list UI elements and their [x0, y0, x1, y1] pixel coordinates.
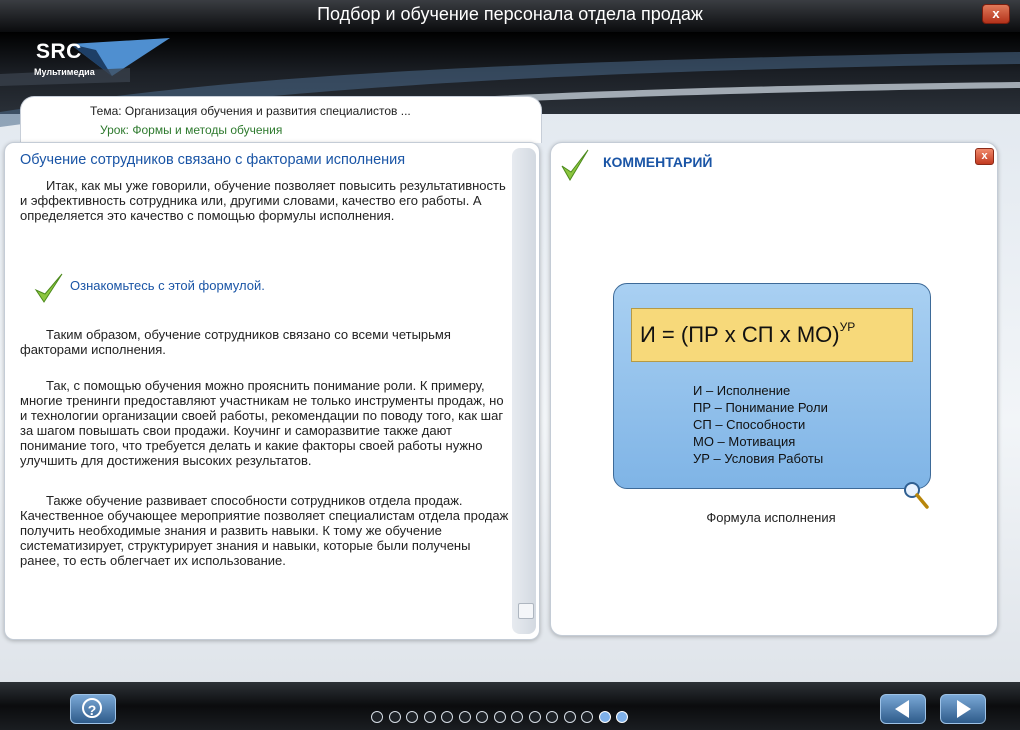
lesson-content — [20, 152, 512, 568]
logo-wing-icon — [0, 36, 170, 86]
checkmark-icon — [34, 272, 64, 304]
comment-close-button[interactable]: x — [975, 148, 994, 165]
page-dot-11[interactable] — [546, 711, 558, 723]
breadcrumb-lesson: Урок: Формы и методы обучения — [100, 123, 283, 137]
page-dot-10[interactable] — [529, 711, 541, 723]
legend-item: И – Исполнение — [693, 383, 791, 398]
help-icon: ? — [82, 698, 102, 718]
page-dot-15[interactable] — [616, 711, 628, 723]
arrow-right-icon — [941, 695, 985, 723]
formula-main: И = (ПР x СП x МО) — [640, 322, 840, 347]
page-dot-9[interactable] — [511, 711, 523, 723]
comment-checkmark-icon — [560, 148, 590, 182]
lesson-paragraph-2: Таким образом, обучение сотрудников связано со всеми четырьмя факторами исполнения. — [20, 327, 451, 357]
arrow-left-icon — [881, 695, 925, 723]
page-dot-1[interactable] — [371, 711, 383, 723]
logo-text: SRC — [36, 40, 82, 63]
magnifier-icon[interactable] — [902, 480, 930, 510]
lesson-scrollbar[interactable] — [512, 148, 536, 634]
window-close-button[interactable]: x — [982, 4, 1010, 24]
next-page-button[interactable] — [940, 694, 986, 724]
legend-item: ПР – Понимание Роли — [693, 400, 828, 415]
navigation-bar — [0, 682, 1020, 730]
window-title: Подбор и обучение персонала отдела продаж — [317, 4, 703, 24]
prev-page-button[interactable] — [880, 694, 926, 724]
lesson-heading: Обучение сотрудников связано с факторами исполнения — [20, 152, 406, 168]
task-instruction-link[interactable]: Ознакомьтесь с этой формулой. — [70, 278, 265, 293]
page-dot-4[interactable] — [424, 711, 436, 723]
formula-legend — [693, 382, 828, 467]
lesson-paragraph-1: Итак, как мы уже говорили, обучение позволяет повысить результативность и эффективность сотрудника или, другими словами, качество его работы. А определяется это качество с помощью формулы исполнения. — [20, 178, 506, 223]
comment-title: КОММЕНТАРИЙ — [603, 154, 713, 170]
formula-text — [640, 322, 855, 348]
page-dot-3[interactable] — [406, 711, 418, 723]
lesson-paragraph-3: Так, с помощью обучения можно прояснить понимание роли. К примеру, многие тренинги предоставляют участникам не только инструменты продаж, но и технологии организации своей работы, рекомендации по поводу того, как шаг за шагом повышать свои продажи. Коучинг и саморазвитие также дают понимание того, что требуется делать и какие факторы своей работы нужно улучшить для достижения высоких результатов. — [20, 378, 504, 468]
window-titlebar — [0, 0, 1020, 32]
page-dot-7[interactable] — [476, 711, 488, 723]
breadcrumb-topic: Тема: Организация обучения и развития специалистов ... — [90, 104, 411, 118]
page-dot-8[interactable] — [494, 711, 506, 723]
page-dot-5[interactable] — [441, 711, 453, 723]
legend-item: УР – Условия Работы — [693, 451, 824, 466]
legend-item: СП – Способности — [693, 417, 806, 432]
formula-caption: Формула исполнения — [706, 510, 836, 525]
page-dot-2[interactable] — [389, 711, 401, 723]
formula-exponent: УР — [839, 320, 856, 334]
page-dot-12[interactable] — [564, 711, 576, 723]
page-dot-6[interactable] — [459, 711, 471, 723]
legend-item: МО – Мотивация — [693, 434, 796, 449]
lesson-paragraph-4: Также обучение развивает способности сотрудников отдела продаж. Качественное обучающее мероприятие позволяет специалистам отдела продаж получить необходимые знания и развить навыки. К тому же обучение систематизирует, структурирует знания и навыки, которые были получены ранее, то есть облегчает их использование. — [20, 493, 509, 568]
page-dot-13[interactable] — [581, 711, 593, 723]
lesson-scroll-thumb[interactable] — [518, 603, 534, 619]
logo-subtitle: Мультимедиа — [34, 67, 95, 77]
page-dot-14[interactable] — [599, 711, 611, 723]
